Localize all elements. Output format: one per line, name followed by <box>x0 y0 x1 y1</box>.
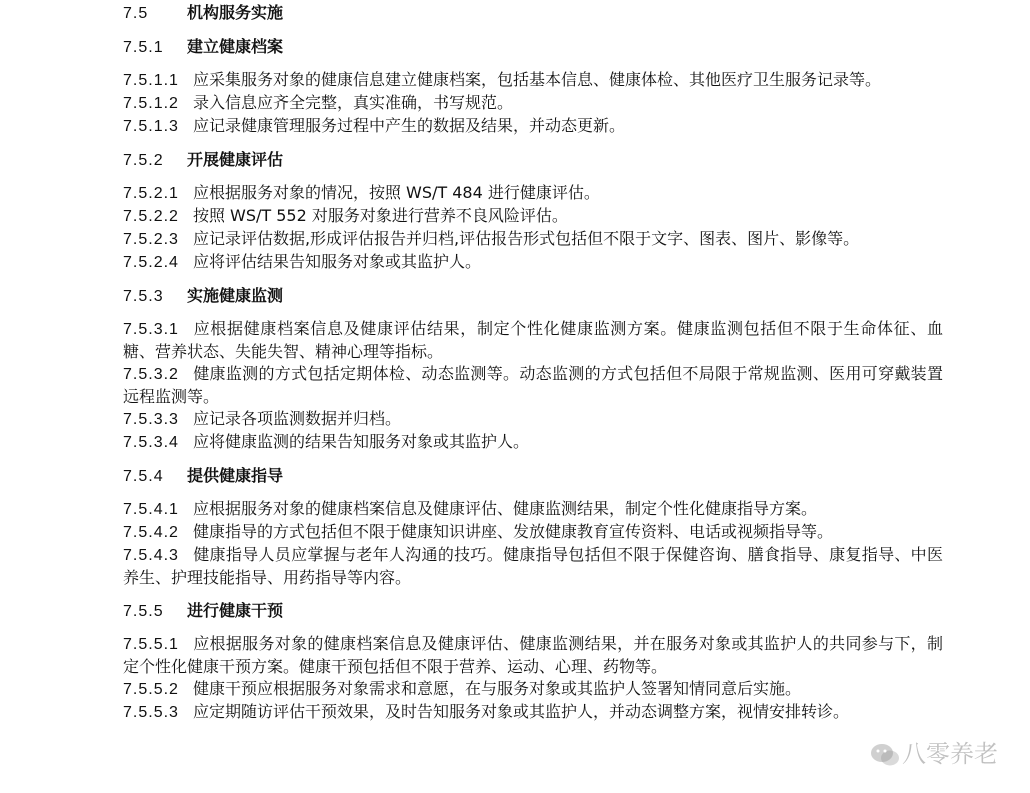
subsection-heading <box>123 36 943 59</box>
clause-paragraph <box>123 544 943 589</box>
clause-text: 录入信息应齐全完整，真实准确，书写规范。 <box>192 93 513 112</box>
clause-text: 应将健康监测的结果告知服务对象或其监护人。 <box>192 432 529 451</box>
clause-number: 7.5.4.2 <box>123 524 179 541</box>
clause-number: 7.5.2.2 <box>123 208 179 225</box>
subsection-title: 实施健康监测 <box>187 286 284 305</box>
clause-number: 7.5.1.1 <box>123 72 179 89</box>
subsection-heading <box>123 285 943 308</box>
section-title: 机构服务实施 <box>187 3 284 22</box>
clause-text: 应定期随访评估干预效果，及时告知服务对象或其监护人，并动态调整方案，视情安排转诊。 <box>192 702 849 721</box>
subsection-number: 7.5.5 <box>123 603 164 620</box>
clause-number: 7.5.1.2 <box>123 95 179 112</box>
clause-number: 7.5.3.4 <box>123 434 179 451</box>
document-body <box>123 0 943 724</box>
clause-text: 应根据服务对象的健康档案信息及健康评估、健康监测结果，制定个性化健康指导方案。 <box>192 499 817 518</box>
clause-paragraph <box>123 92 943 115</box>
subsection-list <box>123 36 943 724</box>
clause-paragraph <box>123 182 943 205</box>
subsection-number: 7.5.1 <box>123 39 164 56</box>
clause-number: 7.5.4.3 <box>123 547 179 564</box>
clause-number: 7.5.2.3 <box>123 231 179 248</box>
subsection-number: 7.5.2 <box>123 152 164 169</box>
clause-text: 应记录各项监测数据并归档。 <box>192 409 401 428</box>
clause-paragraph <box>123 678 943 701</box>
clause-paragraph <box>123 115 943 138</box>
clause-number: 7.5.3.1 <box>123 321 179 338</box>
watermark <box>870 734 998 769</box>
clause-text: 健康指导的方式包括但不限于健康知识讲座、发放健康教育宣传资料、电话或视频指导等。 <box>192 522 833 541</box>
clause-paragraph <box>123 408 943 431</box>
clause-number: 7.5.2.4 <box>123 254 179 271</box>
clause-number: 7.5.3.2 <box>123 366 179 383</box>
clause-text: 按照 WS/T 552 对服务对象进行营养不良风险评估。 <box>192 206 568 225</box>
wechat-icon <box>870 742 900 768</box>
subsection-title: 进行健康干预 <box>187 601 284 620</box>
clause-paragraph <box>123 228 943 251</box>
clause-text: 应根据服务对象的情况，按照 WS/T 484 进行健康评估。 <box>192 183 600 202</box>
clause-paragraph <box>123 633 943 678</box>
clause-text: 应根据健康档案信息及健康评估结果，制定个性化健康监测方案。健康监测包括但不限于生命体征、血糖、营养状态、失能失智、精神心理等指标。 <box>123 319 943 361</box>
clause-paragraph <box>123 521 943 544</box>
clause-number: 7.5.5.1 <box>123 636 179 653</box>
clause-number: 7.5.1.3 <box>123 118 179 135</box>
section-heading <box>123 2 943 25</box>
clause-text: 应记录评估数据,形成评估报告并归档,评估报告形式包括但不限于文字、图表、图片、影像等。 <box>192 229 860 248</box>
subsection-number: 7.5.3 <box>123 288 164 305</box>
clause-number: 7.5.2.1 <box>123 185 179 202</box>
clause-number: 7.5.5.3 <box>123 704 179 721</box>
clause-text: 应记录健康管理服务过程中产生的数据及结果，并动态更新。 <box>192 116 625 135</box>
clause-paragraph <box>123 431 943 454</box>
clause-paragraph <box>123 363 943 408</box>
clause-number: 7.5.5.2 <box>123 681 179 698</box>
clause-text: 健康干预应根据服务对象需求和意愿，在与服务对象或其监护人签署知情同意后实施。 <box>192 679 801 698</box>
clause-text: 应根据服务对象的健康档案信息及健康评估、健康监测结果，并在服务对象或其监护人的共同参与下，制定个性化健康干预方案。健康干预包括但不限于营养、运动、心理、药物等。 <box>123 634 943 676</box>
watermark-text: 八零养老 <box>902 740 998 768</box>
clause-paragraph <box>123 69 943 92</box>
clause-text: 健康指导人员应掌握与老年人沟通的技巧。健康指导包括但不限于保健咨询、膳食指导、康复指导、中医养生、护理技能指导、用药指导等内容。 <box>123 545 943 587</box>
clause-number: 7.5.3.3 <box>123 411 179 428</box>
subsection-number: 7.5.4 <box>123 468 164 485</box>
clause-number: 7.5.4.1 <box>123 501 179 518</box>
subsection-heading <box>123 465 943 488</box>
clause-paragraph <box>123 318 943 363</box>
subsection-title: 提供健康指导 <box>187 466 284 485</box>
subsection-title: 开展健康评估 <box>187 150 284 169</box>
clause-paragraph <box>123 498 943 521</box>
subsection-title: 建立健康档案 <box>187 37 284 56</box>
clause-paragraph <box>123 205 943 228</box>
clause-text: 应将评估结果告知服务对象或其监护人。 <box>192 252 481 271</box>
clause-text: 应采集服务对象的健康信息建立健康档案，包括基本信息、健康体检、其他医疗卫生服务记录等。 <box>192 70 881 89</box>
subsection-heading <box>123 149 943 172</box>
section-number: 7.5 <box>123 5 149 22</box>
subsection-heading <box>123 600 943 623</box>
clause-paragraph <box>123 251 943 274</box>
clause-paragraph <box>123 701 943 724</box>
clause-text: 健康监测的方式包括定期体检、动态监测等。动态监测的方式包括但不局限于常规监测、医用可穿戴装置远程监测等。 <box>123 364 943 406</box>
